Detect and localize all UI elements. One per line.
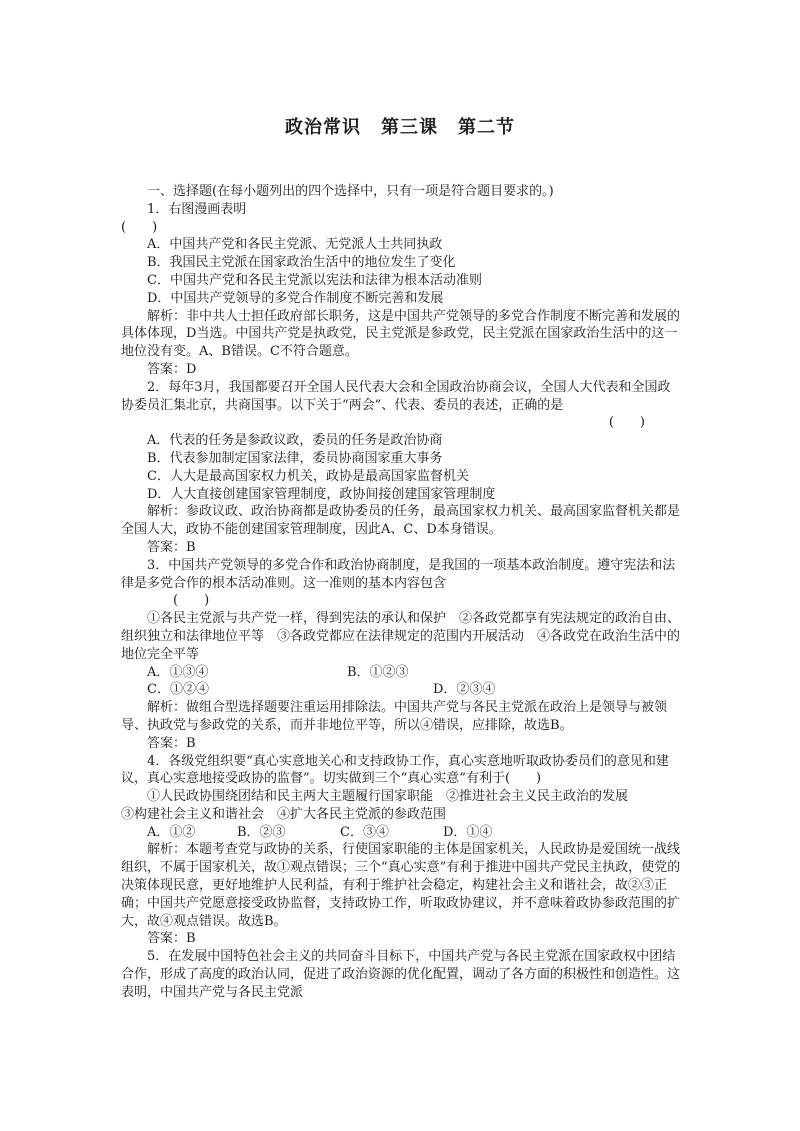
q1-stem: 1．右图漫画表明 xyxy=(147,201,247,217)
q3-option-b: B．①②③ xyxy=(347,664,409,680)
q4-answer: 答案：B xyxy=(147,931,196,947)
q2-option-c: C．人大是最高国家权力机关，政协是最高国家监督机关 xyxy=(147,468,469,484)
title-section: 第二节 xyxy=(458,117,515,138)
q2-stem: 2．每年3月，我国都要召开全国人民代表大会和全国政治协商会议，全国人大代表和全国政协委员汇集北京，共商国事。以下关于“两会”、代表、委员的表述，正确的是 xyxy=(121,379,671,413)
q4-options-row xyxy=(121,824,681,842)
q1-option-d: D．中国共产党领导的多党合作制度不断完善和发展 xyxy=(147,290,444,306)
document-body xyxy=(121,183,681,1002)
q2-option-b: B．代表参加制定国家法律，委员协商国家重大事务 xyxy=(147,450,443,466)
title-subject: 政治常识 xyxy=(285,117,361,138)
q1-answer-paren: ( ) xyxy=(121,219,158,235)
page-title xyxy=(0,113,800,139)
q1-analysis: 解析：非中共人士担任政府部长职务，这是中国共产党领导的多党合作制度不断完善和发展的具体体现，D当选。中国共产党是执政党，民主党派是参政党，民主党派在国家政治生活中的这一地位没有变。A、B错误。C不符合题意。 xyxy=(121,308,681,360)
section-heading: 一、选择题(在每小题列出的四个选择中，只有一项是符合题目要求的。) xyxy=(147,184,554,199)
q2-answer-paren: ( ) xyxy=(608,415,645,431)
q3-option-c: C．①②④ xyxy=(147,682,209,698)
q4-analysis: 解析：本题考查党与政协的关系，行使国家职能的主体是国家机关，人民政协是爱国统一战线组织，不属于国家机关，故①观点错误；三个“真心实意”有利于推进中国共产党民主执政，使党的决策体现民意，更好地维护人民利益，有利于维护社会稳定，构建社会主义和谐社会，故②③正确；中国共产党愿意接受政协监督，支持政协工作，听取政协建议，并不意味着政协参政范围的扩大，故④观点错误。故选B。 xyxy=(121,842,681,929)
q4-stem: 4．各级党组织要“真心实意地关心和支持政协工作，真心实意地听取政协委员们的意见和建议，真心实意地接受政协的监督”。切实做到三个“真心实意”有利于( ) xyxy=(121,753,669,787)
q4-items-line-2: ③构建社会主义和谐社会 ④扩大各民主党派的参政范围 xyxy=(121,806,447,822)
q5-stem: 5．在发展中国特色社会主义的共同奋斗目标下，中国共产党与各民主党派在国家政权中团结合作，形成了高度的政治认同，促进了政治资源的优化配置，调动了各方面的积极性和创造性。这表明，中国共产党与各民主党派 xyxy=(121,949,681,1000)
q2-analysis: 解析：参政议政、政治协商都是政协委员的任务，最高国家权力机关、最高国家监督机关都是全国人大，政协不能创建国家管理制度，因此A、C、D本身错误。 xyxy=(121,504,681,538)
q3-option-d: D．②③④ xyxy=(433,682,496,698)
q3-option-a: A．①③④ xyxy=(147,664,209,680)
q3-answer: 答案：B xyxy=(147,735,196,751)
q3-options-row-2 xyxy=(121,681,681,699)
q4-option-a: A．①② xyxy=(147,824,196,840)
q1-answer: 答案：D xyxy=(147,361,197,377)
q1-option-b: B．我国民主党派在国家政治生活中的地位发生了变化 xyxy=(147,255,456,271)
q4-option-d: D．①④ xyxy=(443,824,493,840)
q2-answer: 答案：B xyxy=(147,539,196,555)
q4-items-line-1: ①人民政协围绕团结和民主两大主题履行国家职能 ②推进社会主义民主政治的发展 xyxy=(147,789,629,805)
q3-answer-paren: ( ) xyxy=(173,593,210,609)
q3-stem: 3．中国共产党领导的多党合作和政治协商制度，是我国的一项基本政治制度。遵守宪法和法律是多党合作的根本活动准则。这一准则的基本内容包含 xyxy=(121,557,676,591)
q4-option-c: C．③④ xyxy=(340,824,389,840)
q3-options-row-1 xyxy=(121,664,681,682)
q2-option-d: D．人大直接创建国家管理制度，政协间接创建国家管理制度 xyxy=(147,486,496,502)
q3-analysis: 解析：做组合型选择题要注重运用排除法。中国共产党与各民主党派在政治上是领导与被领导、执政党与参政党的关系，而并非地位平等，所以④错误，应排除，故选B。 xyxy=(121,700,668,733)
q1-option-a: A．中国共产党和各民主党派、无党派人士共同执政 xyxy=(147,237,443,253)
q1-option-c: C．中国共产党和各民主党派以宪法和法律为根本活动准则 xyxy=(147,272,482,288)
q2-option-a: A．代表的任务是参政议政，委员的任务是政治协商 xyxy=(147,433,443,449)
q4-option-b: B．②③ xyxy=(237,824,286,840)
q3-items: ①各民主党派与共产党一样，得到宪法的承认和保护 ②各政党都享有宪法规定的政治自由、组织独立和法律地位平等 ③各政党都应在法律规定的范围内开展活动 ④各政党在政治生活中的地位完全平等 xyxy=(121,611,681,662)
title-lesson: 第三课 xyxy=(381,117,438,138)
